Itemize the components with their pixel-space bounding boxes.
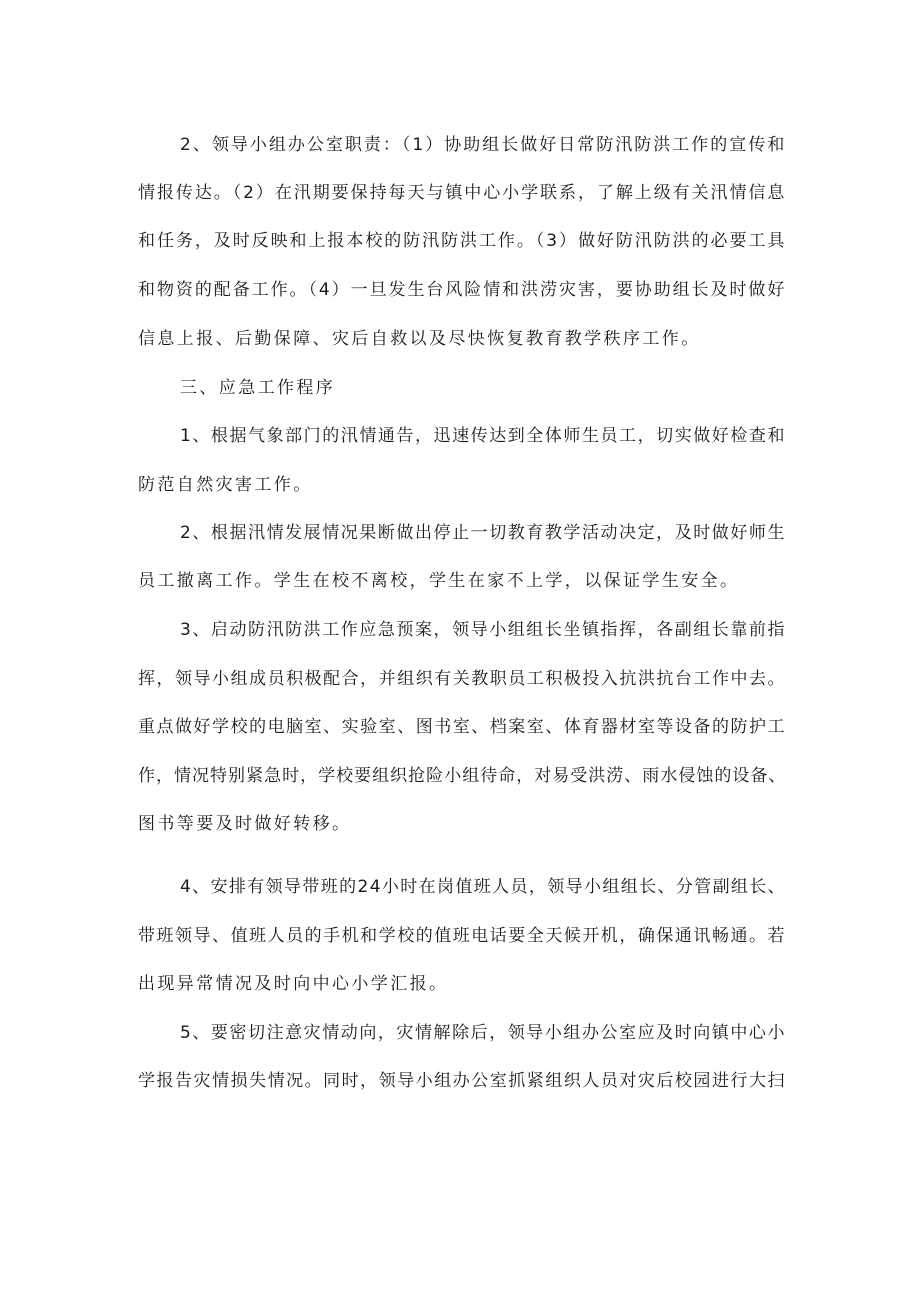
text-line: 作，情况特别紧急时，学校要组织抢险小组待命，对易受洪涝、雨水侵蚀的设备、 — [138, 766, 787, 786]
text-line: 员工撤离工作。学生在校不离校，学生在家不上学，以保证学生安全。 — [138, 571, 740, 591]
text-line: 和物资的配备工作。（4）一旦发生台风险情和洪涝灾害，要协助组长及时做好 — [138, 280, 787, 300]
text-line: 2、领导小组办公室职责：（1）协助组长做好日常防汛防洪工作的宣传和 — [180, 135, 787, 155]
text-line: 信息上报、后勤保障、灾后自救以及尽快恢复教育教学秩序工作。 — [138, 329, 701, 349]
text-line: 防范自然灾害工作。 — [138, 475, 313, 495]
section-heading: 三、应急工作程序 — [180, 378, 336, 398]
text-line: 学报告灾情损失情况。同时，领导小组办公室抓紧组织人员对灾后校园进行大扫 — [138, 1071, 786, 1091]
text-line: 5、要密切注意灾情动向，灾情解除后，领导小组办公室应及时向镇中心小 — [180, 1023, 787, 1043]
text-line: 情报传达。（2）在汛期要保持每天与镇中心小学联系，了解上级有关汛情信息 — [138, 183, 787, 203]
text-line: 重点做好学校的电脑室、实验室、图书室、档案室、体育器材室等设备的防护工 — [138, 717, 786, 737]
text-line: 图书等要及时做好转移。 — [138, 814, 352, 834]
text-line: 带班领导、值班人员的手机和学校的值班电话要全天候开机，确保通讯畅通。若 — [138, 926, 786, 946]
text-line: 4、安排有领导带班的24小时在岗值班人员，领导小组组长、分管副组长、 — [180, 877, 787, 897]
text-line: 3、启动防汛防洪工作应急预案，领导小组组长坐镇指挥，各副组长靠前指 — [180, 620, 787, 640]
text-line: 2、根据汛情发展情况果断做出停止一切教育教学活动决定，及时做好师生 — [180, 523, 787, 543]
text-line: 和任务，及时反映和上报本校的防汛防洪工作。（3）做好防汛防洪的必要工具 — [138, 231, 787, 251]
text-line: 1、根据气象部门的汛情通告，迅速传达到全体师生员工，切实做好检查和 — [180, 426, 787, 446]
text-line: 挥，领导小组成员积极配合，并组织有关教职员工积极投入抗洪抗台工作中去。 — [138, 669, 786, 689]
text-line: 出现异常情况及时向中心小学汇报。 — [138, 974, 449, 994]
